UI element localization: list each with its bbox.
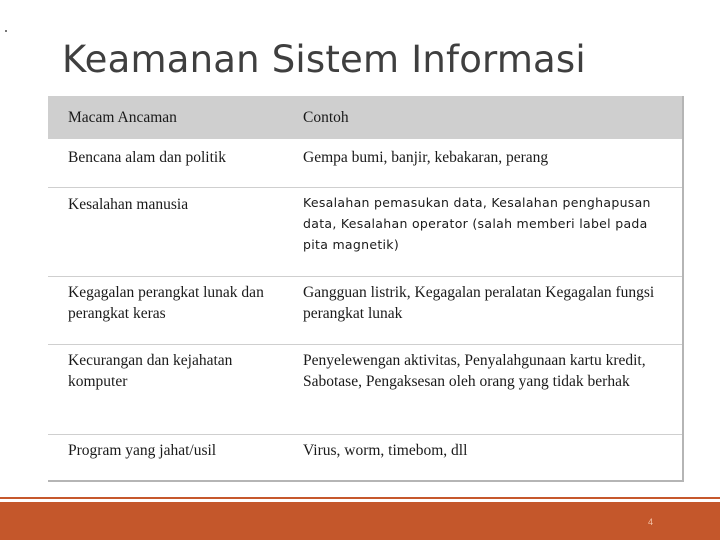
threat-type-cell: Kegagalan perangkat lunak dan perangkat keras <box>48 277 283 345</box>
footer-divider <box>0 497 720 499</box>
threat-type-cell: Bencana alam dan politik <box>48 139 283 188</box>
table-row <box>48 435 682 483</box>
header-threat-type: Macam Ancaman <box>48 96 283 139</box>
table-row <box>48 188 682 277</box>
table-row <box>48 345 682 435</box>
threats-table-grid <box>48 96 682 482</box>
threat-type-cell: Kecurangan dan kejahatan komputer <box>48 345 283 435</box>
example-cell: Gempa bumi, banjir, kebakaran, perang <box>283 139 682 188</box>
example-cell: Kesalahan pemasukan data, Kesalahan penghapusan data, Kesalahan operator (salah memberi label pada pita magnetik) <box>283 188 682 277</box>
threat-type-cell: Program yang jahat/usil <box>68 442 217 459</box>
footer-bar <box>0 502 720 540</box>
example-cell: Gangguan listrik, Kegagalan peralatan Kegagalan fungsi perangkat lunak <box>283 277 682 345</box>
corner-dot <box>5 30 7 32</box>
example-cell: Virus, worm, timebom, dll <box>303 442 468 459</box>
threat-type-cell: Kesalahan manusia <box>48 188 283 277</box>
example-cell: Penyelewengan aktivitas, Penyalahgunaan kartu kredit, Sabotase, Pengaksesan oleh orang yang tidak berhak <box>283 345 682 435</box>
page-number: 4 <box>648 517 654 527</box>
header-example: Contoh <box>283 96 682 139</box>
table-header-row <box>48 96 682 139</box>
threats-table <box>48 96 684 482</box>
table-row <box>48 139 682 188</box>
slide-title: Keamanan Sistem Informasi <box>62 38 586 81</box>
table-row <box>48 277 682 345</box>
